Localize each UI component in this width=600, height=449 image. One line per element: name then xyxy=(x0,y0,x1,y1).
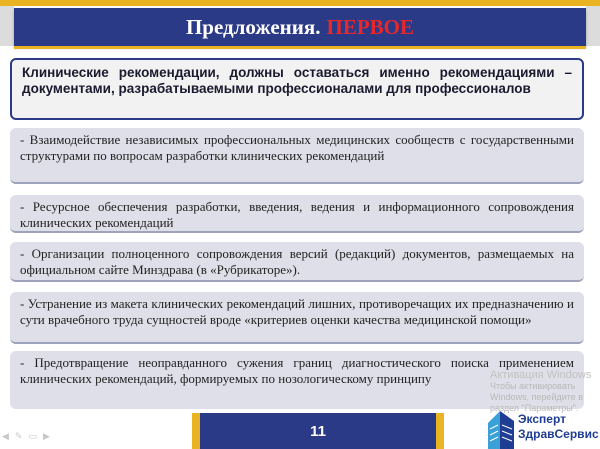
proposal-item xyxy=(10,292,584,344)
proposal-item-text: - Предотвращение неоправданного сужения границ диагностического поиска применением клинических рекомендаций, формируемых по нозологическому принципу xyxy=(20,355,574,386)
footer-gold-right xyxy=(436,413,444,449)
proposal-item-text: - Взаимодействие независимых профессиональных медицинских сообществ с государственными структурами по вопросам разработки клинических рекомендаций xyxy=(20,132,574,163)
header-left-accent xyxy=(0,6,14,46)
slideshow-nav-controls[interactable] xyxy=(2,432,50,442)
footer-page-bar xyxy=(200,413,436,449)
logo-text-line2: ЗдравСервис xyxy=(518,427,599,441)
main-statement-text: Клинические рекомендации, должны оставаться именно рекомендациями – документами, разрабатываемыми профессионалами для профессионалов xyxy=(22,65,572,96)
watermark-title: Активация Windows xyxy=(490,369,592,381)
top-gold-stripe xyxy=(0,0,600,6)
pen-icon[interactable]: ✎ xyxy=(14,432,23,442)
title-underline xyxy=(14,46,586,49)
proposal-item-text: - Устранение из макета клинических рекомендаций лишних, противоречащих их предназначению и сути врачебного труда сущностей вроде «критериев оценки качества медицинской помощи» xyxy=(20,296,574,327)
proposal-item xyxy=(10,242,584,282)
watermark-text: Чтобы активировать Windows, перейдите в раздел "Параметры". xyxy=(490,381,584,413)
menu-icon[interactable]: ▭ xyxy=(28,432,37,442)
proposal-item xyxy=(10,195,584,233)
prev-slide-icon[interactable]: ◀ xyxy=(2,432,9,442)
proposal-item-text: - Организации полноценного сопровождения версий (редакций) документов, размещаемых на официальном сайте Минздрава (в «Рубрикаторе»). xyxy=(20,246,574,277)
header-right-accent xyxy=(586,6,600,46)
slide-title-highlight: ПЕРВОЕ xyxy=(326,14,415,39)
logo-text-line1: Эксперт xyxy=(518,412,567,426)
slide-title: Предложения. xyxy=(185,14,321,39)
building-logo-icon xyxy=(486,405,516,449)
slide-title-bar xyxy=(14,8,586,46)
page-number: 11 xyxy=(310,422,326,440)
proposal-item xyxy=(10,128,584,184)
proposal-item-text: - Ресурсное обеспечения разработки, введения, ведения и информационного сопровождения клинических рекомендаций xyxy=(20,199,574,230)
footer-gold-left xyxy=(192,413,200,449)
next-slide-icon[interactable]: ▶ xyxy=(42,432,50,442)
company-logo xyxy=(486,405,598,449)
main-statement-box xyxy=(10,58,584,120)
